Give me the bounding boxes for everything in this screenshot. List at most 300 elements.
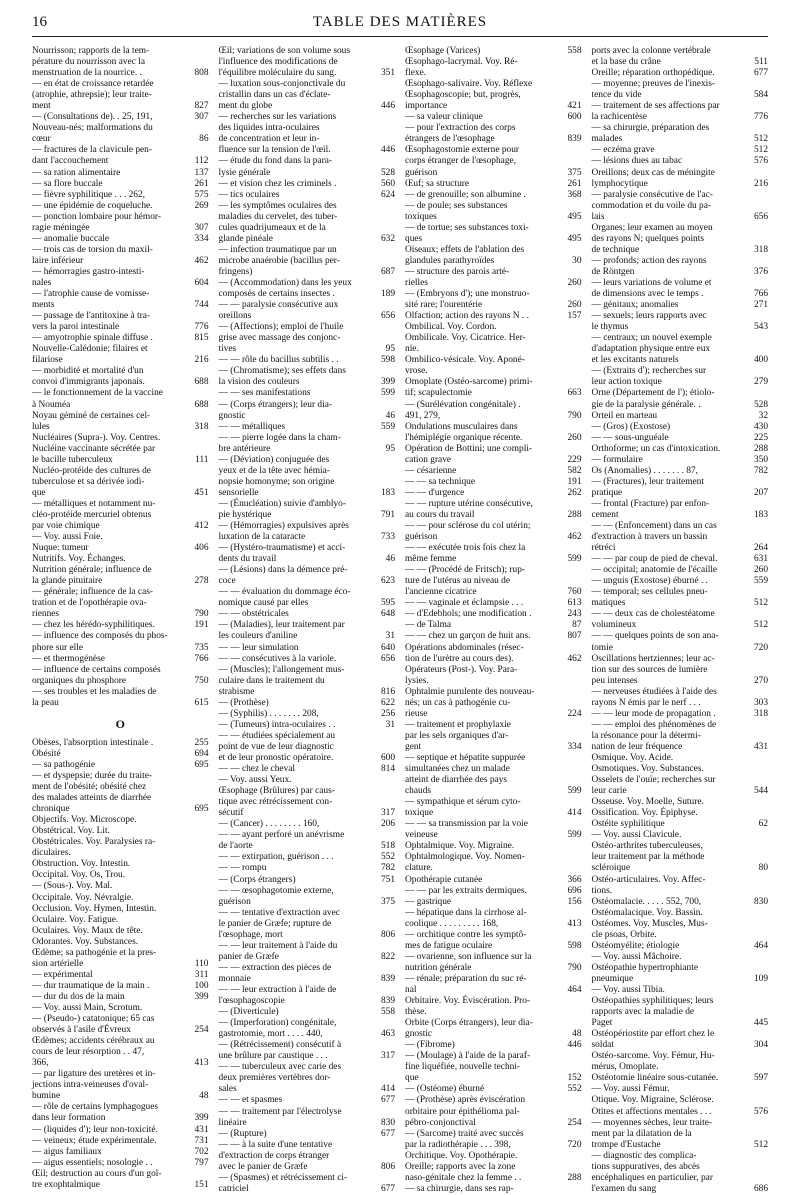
entry-page: 183 xyxy=(380,487,395,498)
entry-page: 191 xyxy=(567,476,582,487)
entry-text: gastrotomie, mort . . . . 440, xyxy=(218,1029,323,1040)
entry-text: que xyxy=(32,487,46,498)
entry-text: — moyennes sèches, leur traite- xyxy=(591,1117,713,1128)
index-entry xyxy=(592,1107,769,1118)
index-entry xyxy=(32,190,209,201)
index-entry xyxy=(405,1018,582,1029)
index-entry xyxy=(405,179,582,190)
index-entry xyxy=(592,808,769,819)
entry-page: 317 xyxy=(380,1051,395,1062)
index-entry xyxy=(219,366,396,377)
index-entry xyxy=(219,1018,396,1029)
entry-text: pratique xyxy=(591,487,623,498)
entry-text: bumine xyxy=(32,1091,61,1102)
entry-text: Oculaire. Voy. Fatigue. xyxy=(32,914,119,925)
index-entry xyxy=(32,46,209,57)
entry-page: 599 xyxy=(567,554,582,565)
index-entry xyxy=(592,212,769,223)
index-entry xyxy=(405,46,582,57)
index-entry xyxy=(219,1118,396,1129)
entry-page: 797 xyxy=(194,1157,209,1168)
index-entry xyxy=(405,963,582,974)
entry-text: — — étudiées spécialement au xyxy=(218,730,336,741)
index-entry xyxy=(219,1129,396,1140)
entry-text: — sympathique et sérum cyto- xyxy=(405,797,521,808)
entry-text: Obésité xyxy=(32,748,61,759)
entry-text: des liquides intra-oculaires xyxy=(218,123,320,134)
index-entry xyxy=(219,775,396,786)
entry-page: 399 xyxy=(194,991,209,1002)
entry-text: cours de leur résorption . . 47, xyxy=(32,1047,145,1058)
entry-text: — (Lésions) dans la démence pré- xyxy=(218,565,348,576)
entry-text: ragie méningée xyxy=(32,222,90,233)
index-entry xyxy=(592,1040,769,1051)
entry-text: nation de leur fréquence xyxy=(591,741,683,752)
index-entry xyxy=(592,444,769,455)
index-entry xyxy=(32,837,209,848)
entry-text: bre antérieure xyxy=(218,443,271,454)
entry-text: la peau xyxy=(32,697,59,708)
entry-page: 624 xyxy=(380,189,395,200)
index-entry xyxy=(592,576,769,587)
index-entry xyxy=(592,57,769,68)
index-entry xyxy=(405,1084,582,1095)
entry-page: 95 xyxy=(385,443,395,454)
index-entry xyxy=(592,79,769,90)
entry-page: 62 xyxy=(758,819,768,830)
entry-text: chauds xyxy=(405,786,432,797)
entry-page: 518 xyxy=(380,841,395,852)
entry-text: — sa pathogénie xyxy=(32,759,96,770)
entry-page: 229 xyxy=(567,454,582,465)
index-entry xyxy=(32,620,209,631)
index-entry xyxy=(405,256,582,267)
entry-text: même femme xyxy=(405,554,457,565)
index-entry xyxy=(32,1180,209,1191)
index-entry xyxy=(219,620,396,631)
index-entry xyxy=(592,654,769,665)
entry-text: Opothérapie cutanée xyxy=(405,874,483,885)
index-entry xyxy=(219,863,396,874)
entry-text: — — leur simulation xyxy=(218,642,299,653)
entry-text: Nucléo-protéide des cultures de xyxy=(32,465,151,476)
index-entry xyxy=(32,543,209,554)
entry-text: Œsophago-lacrymal. Voy. Ré- xyxy=(405,57,518,68)
entry-text: fluence sur la tension de l'œil. xyxy=(218,145,331,156)
entry-text: laire inférieur xyxy=(32,255,84,266)
entry-text: Orbite (Corps étrangers), leur dia- xyxy=(405,1018,533,1029)
entry-text: Nutritifs. Voy. Échanges. xyxy=(32,554,126,565)
index-entry xyxy=(592,1118,769,1129)
entry-text: — infection traumatique par un xyxy=(218,244,337,255)
index-entry xyxy=(219,797,396,808)
entry-page: 318 xyxy=(753,244,768,255)
entry-text: — fièvre syphilitique . . . 262, xyxy=(32,189,146,200)
entry-page: 462 xyxy=(194,255,209,266)
index-entry xyxy=(219,631,396,642)
index-entry xyxy=(219,444,396,455)
index-entry xyxy=(405,521,582,532)
index-entry xyxy=(32,300,209,311)
entry-text: malades xyxy=(591,134,623,145)
index-entry xyxy=(32,870,209,881)
index-entry xyxy=(32,565,209,576)
index-entry xyxy=(405,532,582,543)
entry-text: l'examen du sang xyxy=(591,1183,657,1194)
entry-text: — (Moulage) à l'aide de la paraf- xyxy=(405,1051,531,1062)
entry-page: 776 xyxy=(194,322,209,333)
index-entry xyxy=(592,1084,769,1095)
entry-text: tomie xyxy=(591,642,613,653)
entry-text: guérison xyxy=(405,532,438,543)
entry-text: — chez les hérédo-syphilitiques. xyxy=(32,620,155,631)
entry-text: diculaires. xyxy=(32,848,71,859)
index-entry xyxy=(405,1118,582,1129)
entry-text: Œdème; sa pathogénie et la pres- xyxy=(32,947,157,958)
index-entry xyxy=(219,830,396,841)
entry-text: Ostéotomie linéaire sous-cutanée. xyxy=(591,1073,719,1084)
entry-page: 412 xyxy=(194,521,209,532)
index-entry xyxy=(32,926,209,937)
entry-page: 225 xyxy=(753,432,768,443)
index-entry xyxy=(219,278,396,289)
index-entry xyxy=(405,654,582,665)
index-entry xyxy=(32,804,209,815)
entry-text: Ostéomalacie. . . . . 552, 700, xyxy=(591,896,702,907)
entry-text: — leurs variations de volume et xyxy=(591,277,712,288)
index-entry xyxy=(32,1113,209,1124)
index-entry xyxy=(405,278,582,289)
index-entry xyxy=(592,554,769,565)
index-entry xyxy=(32,676,209,687)
index-entry xyxy=(405,145,582,156)
index-entry xyxy=(592,145,769,156)
entry-text: rapports avec la maladie de xyxy=(591,1007,695,1018)
index-entry xyxy=(405,1095,582,1106)
index-entry xyxy=(592,908,769,919)
entry-page: 446 xyxy=(567,1040,582,1051)
entry-text: organiques du phosphore xyxy=(32,675,127,686)
entry-text: — (Rétrécissement) consécutif à xyxy=(218,1040,342,1051)
entry-page: 694 xyxy=(194,748,209,759)
index-entry xyxy=(592,698,769,709)
entry-text: maladies du cervelet, des tuber- xyxy=(218,211,338,222)
entry-page: 260 xyxy=(567,300,582,311)
entry-text: — eczéma grave xyxy=(591,145,655,156)
index-entry xyxy=(405,565,582,576)
entry-text: guérison xyxy=(405,167,438,178)
index-entry xyxy=(219,554,396,565)
index-entry xyxy=(405,79,582,90)
entry-text: — — métalliques xyxy=(218,421,286,432)
entry-text: lules xyxy=(32,421,50,432)
index-entry xyxy=(219,808,396,819)
entry-text: — formulaire xyxy=(591,454,643,465)
entry-text: cle psoas, Orbite. xyxy=(591,929,657,940)
index-entry xyxy=(405,245,582,256)
entry-page: 264 xyxy=(753,543,768,554)
entry-page: 559 xyxy=(380,421,395,432)
index-entry xyxy=(32,1169,209,1180)
entry-text: de Röntgen xyxy=(591,266,635,277)
entry-text: Œil; variations de son volume sous xyxy=(218,46,351,56)
entry-text: orbitaire pour épithélioma pal- xyxy=(405,1106,520,1117)
index-entry xyxy=(592,1095,769,1106)
index-entry xyxy=(219,234,396,245)
entry-page: 318 xyxy=(194,421,209,432)
index-entry xyxy=(219,963,396,974)
index-entry xyxy=(219,587,396,598)
entry-page: 695 xyxy=(194,759,209,770)
entry-text: — (Diverticule) xyxy=(218,1007,279,1018)
index-entry xyxy=(405,919,582,930)
entry-page: 656 xyxy=(380,653,395,664)
entry-page: 109 xyxy=(753,973,768,984)
index-entry xyxy=(405,1107,582,1118)
entry-text: la glande pituitaire xyxy=(32,576,103,587)
index-entry xyxy=(405,201,582,212)
entry-text: — amyotrophie spinale diffuse . xyxy=(32,333,153,344)
entry-text: — — et spasmes xyxy=(218,1095,283,1106)
entry-text: — — à la suite d'une tentative xyxy=(218,1139,333,1150)
entry-text: Ombilico-vésicale. Voy. Aponé- xyxy=(405,355,525,366)
index-entry xyxy=(592,223,769,234)
entry-text: et de leur pronostic opératoire. xyxy=(218,753,334,763)
entry-page: 512 xyxy=(753,134,768,145)
index-entry xyxy=(219,101,396,112)
index-entry xyxy=(219,46,396,57)
entry-text: — (Extraits d'); recherches sur xyxy=(591,366,707,377)
entry-text: dents du travail xyxy=(218,554,277,565)
index-entry xyxy=(219,400,396,411)
index-entry xyxy=(219,852,396,863)
entry-page: 261 xyxy=(194,178,209,189)
entry-page: 495 xyxy=(567,211,582,222)
entry-text: nomique causé par elles xyxy=(218,598,309,609)
entry-text: — par ligature des uretères et in- xyxy=(32,1069,156,1080)
entry-text: Occipital. Voy. Os, Trou. xyxy=(32,870,126,881)
entry-text: rieuse xyxy=(405,708,428,719)
index-entry xyxy=(32,267,209,278)
entry-text: — et dyspepsie; durée du traite- xyxy=(32,771,153,781)
entry-page: 613 xyxy=(567,598,582,609)
index-entry xyxy=(32,444,209,455)
entry-text: — — consécutives à la variole. xyxy=(218,653,337,664)
entry-text: — dur du dos de la main xyxy=(32,991,125,1002)
entry-text: — anomalie buccale xyxy=(32,233,110,244)
index-entry xyxy=(405,168,582,179)
index-entry xyxy=(32,698,209,709)
index-entry xyxy=(405,974,582,985)
index-entry xyxy=(592,1151,769,1162)
entry-text: Paget xyxy=(591,1018,613,1029)
entry-text: sion artérielle xyxy=(32,958,84,969)
entry-text: leur traitement par la méthode xyxy=(591,852,705,863)
entry-page: 559 xyxy=(753,576,768,587)
entry-text: vers la paroi intestinale xyxy=(32,322,120,333)
entry-text: ment du globe xyxy=(218,101,273,112)
entry-text: monnaie xyxy=(218,973,251,984)
index-entry xyxy=(592,234,769,245)
entry-page: 399 xyxy=(194,1113,209,1124)
index-entry xyxy=(32,1014,209,1025)
entry-text: — sexuels; leurs rapports avec xyxy=(591,311,707,322)
entry-text: — de grenouille; son albumine . xyxy=(405,189,526,200)
entry-text: encéphaliques en particulier, par xyxy=(591,1172,713,1183)
index-entry xyxy=(405,455,582,466)
entry-page: 189 xyxy=(380,289,395,300)
index-entry xyxy=(405,576,582,587)
entry-page: 366 xyxy=(567,874,582,885)
entry-page: 632 xyxy=(380,233,395,244)
entry-text: tives xyxy=(218,344,237,355)
entry-text: — — vaginale et éclampsie . . . xyxy=(405,598,524,609)
entry-text: tif; scapulectomie xyxy=(405,388,472,399)
index-entry xyxy=(405,886,582,897)
entry-text: sensorielle xyxy=(218,487,259,498)
entry-text: — d'Edebhols; une modification . xyxy=(405,609,532,620)
entry-page: 80 xyxy=(758,863,768,874)
index-entry xyxy=(592,720,769,731)
entry-text: — recherches sur les variations xyxy=(218,112,337,123)
entry-text: toxiques xyxy=(405,211,437,222)
index-entry xyxy=(405,952,582,963)
index-entry xyxy=(592,709,769,720)
entry-text: sales xyxy=(218,1084,237,1095)
entry-text: sécutif xyxy=(218,808,244,819)
index-entry xyxy=(592,897,769,908)
entry-text: — de tortue; ses substances toxi- xyxy=(405,222,529,233)
entry-page: 112 xyxy=(194,156,209,167)
index-entry xyxy=(592,731,769,742)
entry-text: Nourrisson; rapports de la tem- xyxy=(32,46,150,56)
entry-page: 86 xyxy=(199,134,209,145)
entry-page: 807 xyxy=(567,631,582,642)
entry-page: 278 xyxy=(194,576,209,587)
entry-text: — ponction lombaire pour hémor- xyxy=(32,211,161,222)
entry-page: 631 xyxy=(753,554,768,565)
entry-text: — (Imperforation) congénitale, xyxy=(218,1018,337,1029)
entry-page: 260 xyxy=(567,277,582,288)
index-entry xyxy=(219,1062,396,1073)
entry-text: — Voy. aussi Fémur. xyxy=(591,1084,670,1095)
entry-text: — (Sarcome) traité avec succès xyxy=(405,1128,524,1139)
index-entry xyxy=(405,190,582,201)
entry-text: — diagnostic des complica- xyxy=(591,1150,697,1161)
entry-page: 48 xyxy=(572,1029,582,1040)
entry-page: 445 xyxy=(753,1018,768,1029)
entry-page: 599 xyxy=(567,830,582,841)
entry-text: ment par la dilatation de la xyxy=(591,1128,692,1139)
index-entry xyxy=(405,620,582,631)
entry-text: — (Surélévation congénitale) . xyxy=(405,399,521,410)
entry-page: 464 xyxy=(753,940,768,951)
entry-page: 111 xyxy=(195,454,209,465)
entry-page: 839 xyxy=(567,134,582,145)
entry-text: — de Talma xyxy=(405,620,452,631)
entry-text: cement xyxy=(591,509,619,520)
entry-text: — — paralysie consécutive aux xyxy=(218,300,339,311)
entry-text: — (Consultations de). . 25, 191, xyxy=(32,112,153,123)
index-entry xyxy=(219,322,396,333)
index-entry xyxy=(32,377,209,388)
entry-page: 584 xyxy=(753,90,768,101)
entry-text: — sa ration alimentaire xyxy=(32,167,121,178)
entry-text: — — chez un garçon de huit ans. xyxy=(405,631,531,642)
index-entry xyxy=(592,311,769,322)
entry-page: 317 xyxy=(380,808,395,819)
index-entry xyxy=(219,145,396,156)
index-entry xyxy=(405,775,582,786)
entry-text: — — (Enfoncement) dans un cas xyxy=(591,521,717,532)
index-entry xyxy=(592,355,769,366)
entry-text: nés; un cas à pathogénie cu- xyxy=(405,697,511,708)
index-entry xyxy=(219,1107,396,1118)
entry-page: 791 xyxy=(380,509,395,520)
index-entry xyxy=(592,565,769,576)
entry-text: — — traitement par l'électrolyse xyxy=(218,1106,342,1117)
index-entry xyxy=(219,930,396,941)
entry-page: 839 xyxy=(380,973,395,984)
entry-text: gie de la paralysie générale. . xyxy=(591,399,701,410)
entry-text: — métalliques et notamment nu- xyxy=(32,498,156,509)
entry-text: le thymus xyxy=(591,322,629,333)
entry-page: 806 xyxy=(380,929,395,940)
entry-text: — expérimental xyxy=(32,969,93,980)
entry-page: 260 xyxy=(567,432,582,443)
entry-page: 430 xyxy=(753,421,768,432)
entry-text: d'adaptation physique entre eux xyxy=(591,344,711,355)
entry-text: — génitaux; anomalies xyxy=(591,300,679,311)
index-entry xyxy=(219,841,396,852)
index-entry xyxy=(405,687,582,698)
index-entry xyxy=(219,179,396,190)
index-entry xyxy=(219,996,396,1007)
entry-page: 663 xyxy=(567,388,582,399)
index-entry xyxy=(405,101,582,112)
entry-page: 688 xyxy=(194,399,209,410)
entry-text: — ovarienne, son influence sur la xyxy=(405,951,532,962)
index-entry xyxy=(405,234,582,245)
entry-page: 733 xyxy=(380,532,395,543)
index-entry xyxy=(405,897,582,908)
entry-text: clature. xyxy=(405,863,433,874)
entry-page: 414 xyxy=(567,808,582,819)
entry-text: Ostéomalacique. Voy. Bassin. xyxy=(591,907,703,918)
entry-page: 156 xyxy=(567,896,582,907)
entry-text: — — œsophagotomie externe, xyxy=(218,885,334,896)
entry-page: 254 xyxy=(194,1025,209,1036)
index-entry xyxy=(592,499,769,510)
entry-text: Œsophage (Varices) xyxy=(405,46,481,56)
index-entry xyxy=(219,68,396,79)
index-entry xyxy=(592,400,769,411)
entry-text: — — sous-unguéale xyxy=(591,432,669,443)
entry-text: — sa chirurgie, dans ses rap- xyxy=(405,1183,514,1194)
entry-page: 375 xyxy=(380,896,395,907)
entry-text: — tics oculaires xyxy=(218,189,280,200)
index-entry xyxy=(219,985,396,996)
entry-text: — moyenne; preuves de l'inexis- xyxy=(591,79,716,90)
entry-text: tions. xyxy=(591,885,613,896)
entry-text: de concentration et leur in- xyxy=(218,134,320,145)
entry-text: dans leur formation xyxy=(32,1113,106,1124)
index-entry xyxy=(219,79,396,90)
entry-text: d'extraction à travers un bassin xyxy=(591,532,708,543)
entry-text: ments xyxy=(32,300,55,311)
entry-page: 686 xyxy=(753,1183,768,1194)
entry-page: 216 xyxy=(194,355,209,366)
